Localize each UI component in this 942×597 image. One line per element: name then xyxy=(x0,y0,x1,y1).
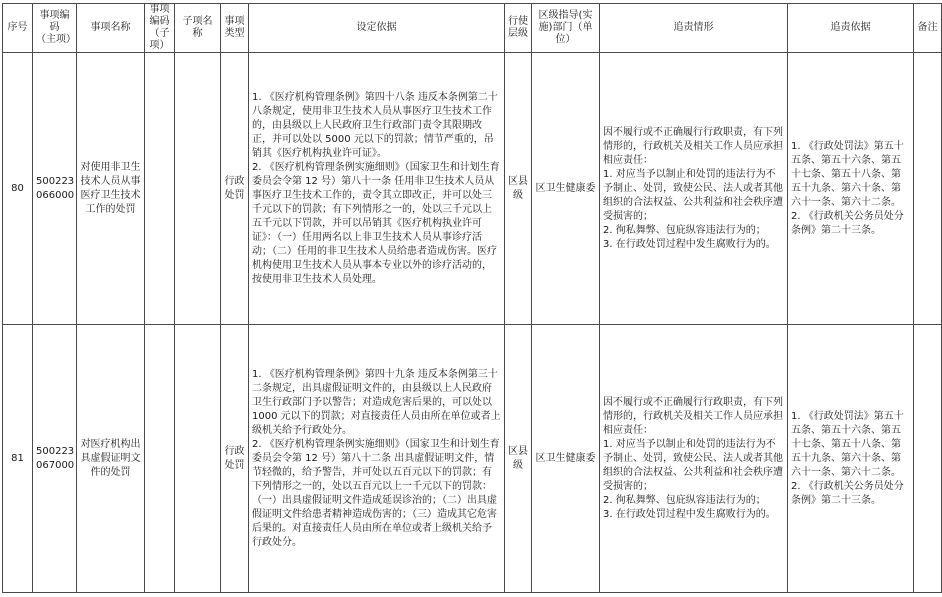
row-name: 对医疗机构出具虚假证明文件的处罚 xyxy=(77,325,145,593)
row-sub-name xyxy=(175,325,221,593)
paragraph: 2. 《行政机关公务员处分条例》第二十三条。 xyxy=(791,480,904,506)
paragraph: 3. 在行政处罚过程中发生腐败行为的。 xyxy=(603,508,776,520)
row-type: 行政处罚 xyxy=(221,53,249,325)
header-sub-code: 事项编码 （子项） xyxy=(145,4,175,53)
row-name: 对使用非卫生技术人员从事医疗卫生技术工作的处罚 xyxy=(77,53,145,325)
row-no: 81 xyxy=(3,325,33,593)
row-accountability xyxy=(788,325,914,593)
table-body xyxy=(3,53,942,593)
table-row xyxy=(3,53,942,325)
header-code: 事项编码 （主项） xyxy=(33,4,77,53)
paragraph: 1. 对应当予以制止和处罚的违法行为不予制止、处罚，致使公民、法人或者其他组织的合法权益、公共利益和社会秩序遭受损害的； xyxy=(603,168,783,222)
row-basis xyxy=(249,325,505,593)
row-dept: 区卫生健康委 xyxy=(532,53,600,325)
paragraph: 1. 《行政处罚法》第五十五条、第五十六条、第五十七条、第五十八条、第五十九条、第六十条、第六十一条、第六十二条。 xyxy=(791,410,904,478)
row-duty xyxy=(600,325,788,593)
accountability-table xyxy=(2,3,942,593)
row-level: 区县级 xyxy=(505,325,532,593)
paragraph: 因不履行或不正确履行行政职责，有下列情形的，行政机关及相关工作人员应承担相应责任： xyxy=(603,396,783,436)
paragraph: 3. 在行政处罚过程中发生腐败行为的。 xyxy=(603,238,776,250)
row-code: 500223 067000 xyxy=(33,325,77,593)
paragraph: 2. 《医疗机构管理条例实施细则》（国家卫生和计划生育委员会令第 12 号）第八十二条 出具虚假证明文件，情节轻微的，给予警告，并可处以五百元以下的罚款；有下列情形之一的，处以五百元以上一千元以下的罚款：（一）出具虚假证明文件造成延误诊治的；（二）出具虚假证明文件给患者精神造成伤害的；（三）造成其它危害后果的。对直接责任人员由所在单位或者上级机关给予行政处分。 xyxy=(252,438,500,548)
header-sub-name: 子项名称 xyxy=(175,4,221,53)
header-basis: 设定依据 xyxy=(249,4,505,53)
row-code: 500223 066000 xyxy=(33,53,77,325)
row-remark xyxy=(914,53,942,325)
row-sub-code xyxy=(145,53,175,325)
row-basis xyxy=(249,53,505,325)
row-accountability xyxy=(788,53,914,325)
table-header xyxy=(3,4,942,53)
row-no: 80 xyxy=(3,53,33,325)
row-sub-code xyxy=(145,325,175,593)
paragraph: 2. 徇私舞弊、包庇纵容违法行为的； xyxy=(603,224,766,236)
table-row xyxy=(3,325,942,593)
paragraph: 1. 《行政处罚法》第五十五条、第五十六条、第五十七条、第五十八条、第五十九条、第六十条、第六十一条、第六十二条。 xyxy=(791,140,904,208)
header-type: 事项类型 xyxy=(221,4,249,53)
paragraph: 2. 《医疗机构管理条例实施细则》（国家卫生和计划生育委员会令第 12 号）第八十一条 任用非卫生技术人员从事医疗卫生技术工作的，责令其立即改正，并可以处三千元以下的罚款；有下列情形之一的，处以三千元以上五千元以下罚款，并可以吊销其《医疗机构执业许可证》：（一）任用两名以上非卫生技术人员从事诊疗活动；（二）任用的非卫生技术人员给患者造成伤害。医疗机构使用卫生技术人员从事本专业以外的诊疗活动的，按使用非卫生技术人员处理。 xyxy=(252,161,500,285)
row-level: 区县级 xyxy=(505,53,532,325)
header-no: 序号 xyxy=(3,4,33,53)
row-sub-name xyxy=(175,53,221,325)
paragraph: 1. 《医疗机构管理条例》第四十八条 违反本条例第二十八条规定，使用非卫生技术人员从事医疗卫生技术工作的，由县级以上人民政府卫生行政部门责令其限期改正，并可以处以 5000 元以下的罚款；情节严重的，吊销其《医疗机构执业许可证》。 xyxy=(252,91,498,159)
header-name: 事项名称 xyxy=(77,4,145,53)
row-remark xyxy=(914,325,942,593)
header-row xyxy=(3,4,942,53)
header-accountability: 追责依据 xyxy=(788,4,914,53)
paragraph: 2. 《行政机关公务员处分条例》第二十三条。 xyxy=(791,210,904,236)
row-dept: 区卫生健康委 xyxy=(532,325,600,593)
row-type: 行政处罚 xyxy=(221,325,249,593)
paragraph: 1. 《医疗机构管理条例》第四十九条 违反本条例第三十二条规定，出具虚假证明文件的，由县级以上人民政府卫生行政部门予以警告；对造成危害后果的，可以处以 1000 元以下的罚款；对直接责任人员由所在单位或者上级机关给予行政处分。 xyxy=(252,368,501,436)
header-dept: 区级指导(实施)部门（单位） xyxy=(532,4,600,53)
paragraph: 2. 徇私舞弊、包庇纵容违法行为的； xyxy=(603,494,766,506)
paragraph: 1. 对应当予以制止和处罚的违法行为不予制止、处罚，致使公民、法人或者其他组织的合法权益、公共利益和社会秩序遭受损害的； xyxy=(603,438,783,492)
header-remark: 备注 xyxy=(914,4,942,53)
header-level: 行使层级 xyxy=(505,4,532,53)
paragraph: 因不履行或不正确履行行政职责，有下列情形的，行政机关及相关工作人员应承担相应责任： xyxy=(603,126,783,166)
row-duty xyxy=(600,53,788,325)
header-duty: 追责情形 xyxy=(600,4,788,53)
